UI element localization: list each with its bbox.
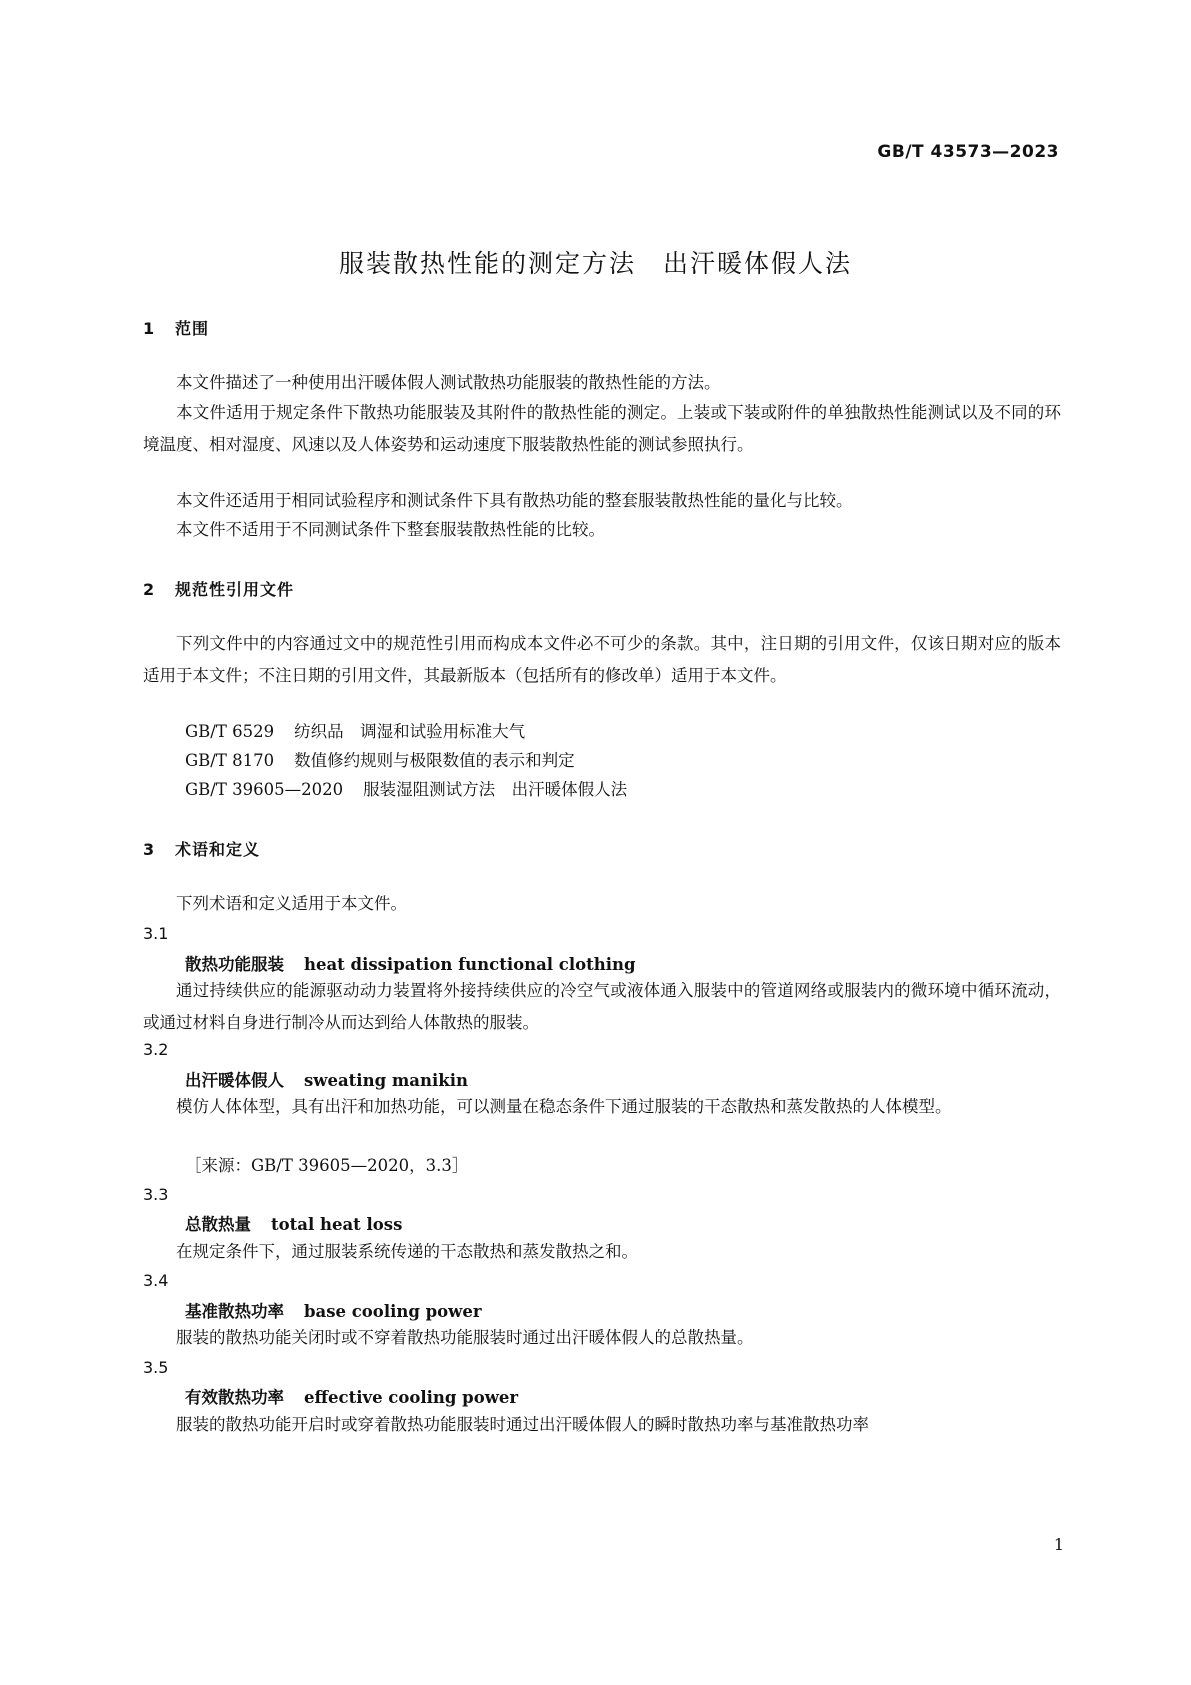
reference-code: GB/T 6529	[185, 722, 275, 741]
term-en: heat dissipation functional clothing	[304, 955, 636, 974]
section-number: 2	[143, 580, 156, 599]
section-number: 1	[143, 319, 156, 338]
term-number: 3.5	[143, 1358, 169, 1377]
document-title: 服装散热性能的测定方法 出汗暖体假人法	[338, 249, 852, 278]
term-definition: 在规定条件下，通过服装系统传递的干态散热和蒸发散热之和。	[176, 1242, 638, 1261]
term-en: effective cooling power	[304, 1388, 519, 1407]
paragraph: 本文件不适用于不同测试条件下整套服装散热性能的比较。	[176, 520, 605, 539]
term-zh: 出汗暖体假人	[185, 1071, 284, 1090]
term-number: 3.4	[143, 1271, 169, 1290]
section-title: 范围	[175, 319, 210, 338]
page-number: 1	[1053, 1535, 1064, 1554]
term-number: 3.3	[143, 1185, 169, 1204]
normative-reference	[185, 745, 575, 777]
term-number: 3.2	[143, 1040, 169, 1059]
reference-code: GB/T 8170	[185, 751, 275, 770]
term-name	[185, 1384, 518, 1408]
normative-reference	[185, 774, 627, 806]
paragraph: 下列术语和定义适用于本文件。	[176, 894, 407, 913]
normative-reference	[185, 716, 525, 748]
standard-code: GB/T 43573—2023	[877, 142, 1059, 162]
term-en: base cooling power	[304, 1302, 482, 1321]
paragraph: 本文件还适用于相同试验程序和测试条件下具有散热功能的整套服装散热性能的量化与比较。	[176, 491, 853, 510]
term-name	[185, 951, 636, 975]
term-zh: 总散热量	[185, 1215, 251, 1234]
term-zh: 有效散热功率	[185, 1388, 284, 1407]
term-definition: 通过持续供应的能源驱动动力装置将外接持续供应的冷空气或液体通入服装中的管道网络或服装内的微环境中循环流动，或通过材料自身进行制冷从而达到给人体散热的服装。	[143, 981, 1061, 1032]
section-number: 3	[143, 840, 156, 859]
term-en: sweating manikin	[304, 1071, 468, 1090]
section-1-heading	[143, 316, 209, 339]
term-definition: 服装的散热功能开启时或穿着散热功能服装时通过出汗暖体假人的瞬时散热功率与基准散热功率	[176, 1415, 869, 1434]
paragraph: 本文件适用于规定条件下散热功能服装及其附件的散热性能的测定。上装或下装或附件的单独散热性能测试以及不同的环境温度、相对湿度、风速以及人体姿势和运动速度下服装散热性能的测试参照执行。	[143, 403, 1061, 454]
term-name	[185, 1298, 482, 1322]
section-title: 术语和定义	[175, 840, 261, 859]
term-number: 3.1	[143, 924, 169, 943]
reference-title: 纺织品 调湿和试验用标准大气	[294, 722, 526, 741]
paragraph: 下列文件中的内容通过文中的规范性引用而构成本文件必不可少的条款。其中，注日期的引用文件，仅该日期对应的版本适用于本文件；不注日期的引用文件，其最新版本（包括所有的修改单）适用于本文件。	[143, 634, 1061, 685]
term-name	[185, 1211, 402, 1235]
term-en: total heat loss	[271, 1215, 403, 1234]
term-definition: 服装的散热功能关闭时或不穿着散热功能服装时通过出汗暖体假人的总散热量。	[176, 1328, 754, 1347]
reference-code: GB/T 39605—2020	[185, 780, 344, 799]
section-2-heading	[143, 577, 294, 600]
term-definition: 模仿人体体型，具有出汗和加热功能，可以测量在稳态条件下通过服装的干态散热和蒸发散热的人体模型。	[176, 1097, 952, 1116]
term-zh: 散热功能服装	[185, 955, 284, 974]
paragraph: 本文件描述了一种使用出汗暖体假人测试散热功能服装的散热性能的方法。	[176, 373, 721, 392]
reference-title: 服装湿阻测试方法 出汗暖体假人法	[363, 780, 628, 799]
term-zh: 基准散热功率	[185, 1302, 284, 1321]
section-title: 规范性引用文件	[175, 580, 295, 599]
term-name	[185, 1067, 468, 1091]
section-3-heading	[143, 837, 260, 860]
term-source: ［来源：GB/T 39605—2020，3.3］	[185, 1156, 469, 1175]
reference-title: 数值修约规则与极限数值的表示和判定	[294, 751, 575, 770]
